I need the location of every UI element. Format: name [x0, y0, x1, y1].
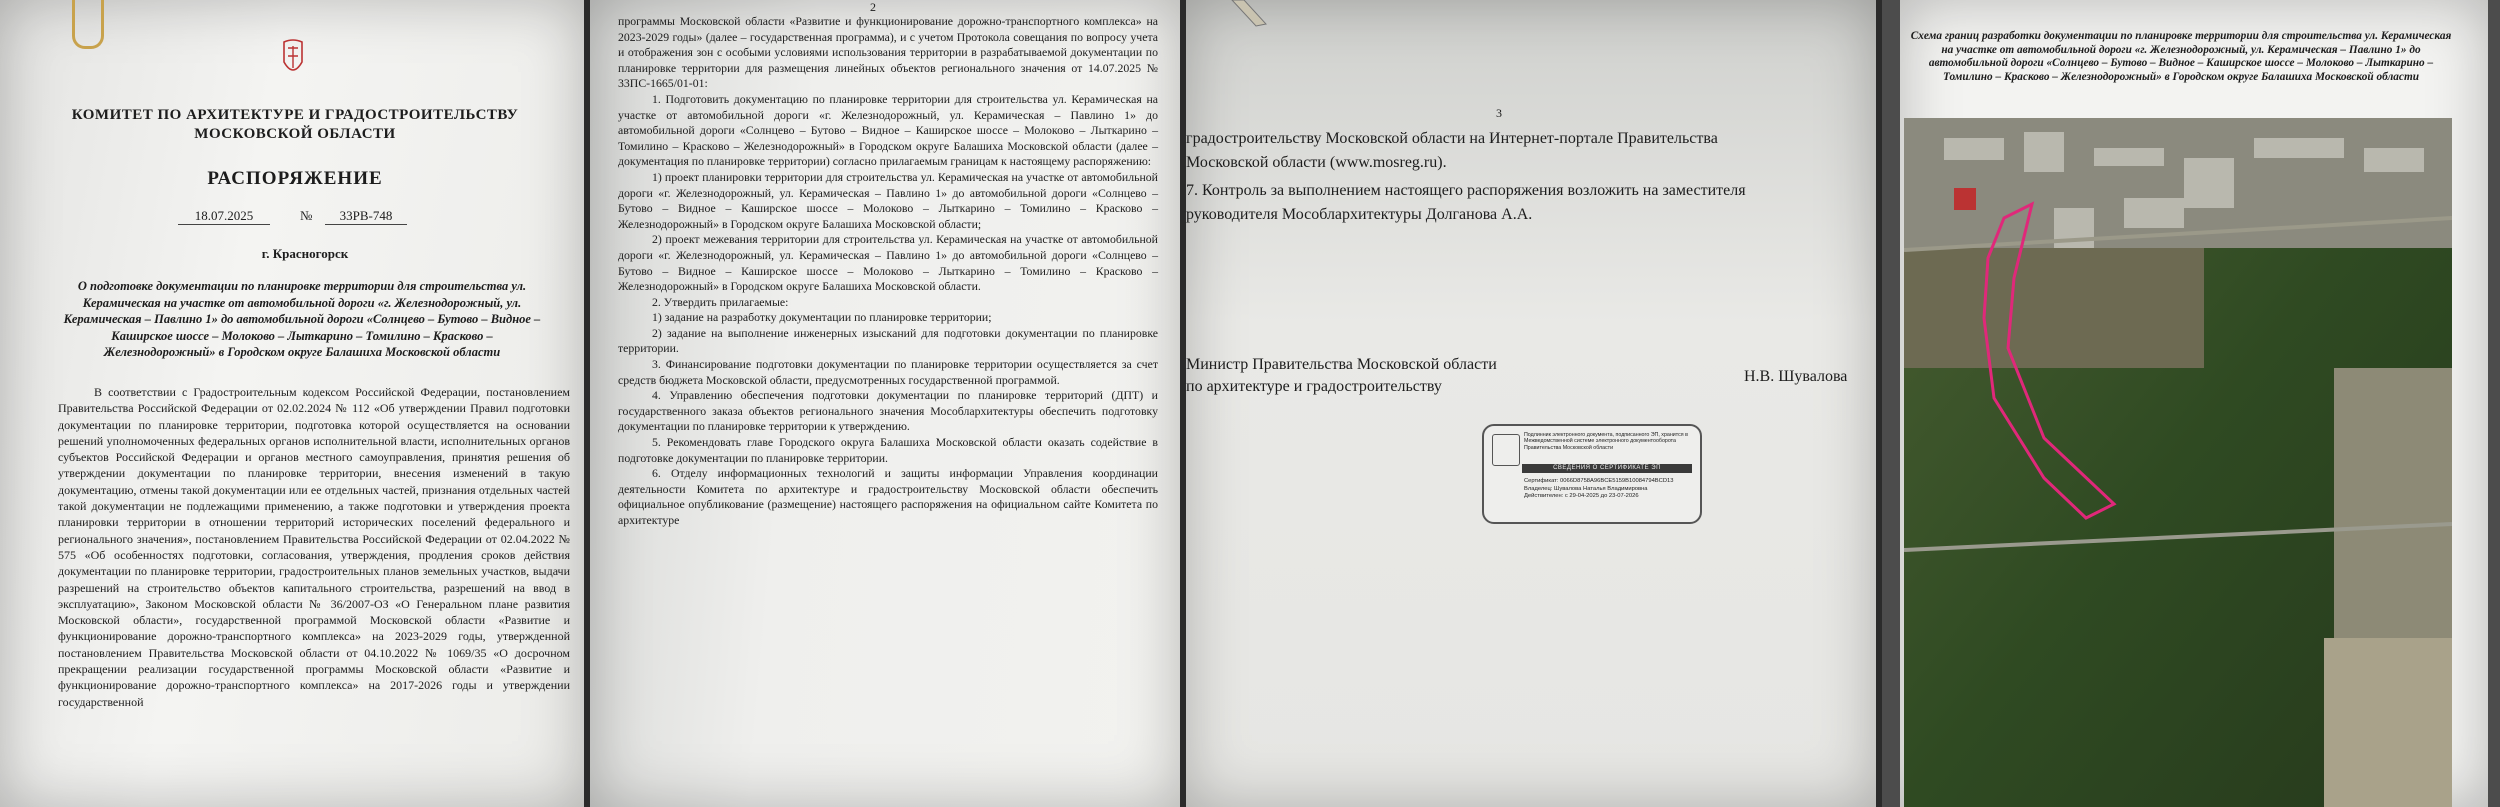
signatory-name: Н.В. Шувалова: [1744, 368, 1848, 385]
paperclip: [72, 0, 104, 49]
coat-of-arms-emblem: [278, 38, 308, 82]
page-number: 3: [1496, 106, 1502, 120]
document-page-2: [590, 0, 1180, 807]
document-page-1: [0, 0, 584, 807]
body-line: 7. Контроль за выполнением настоящего распоряжения возложить на заместителя: [1186, 182, 1746, 199]
document-page-3: [1186, 0, 1876, 807]
document-page-4: [1882, 0, 2500, 807]
body-paragraph: 2) задание на выполнение инженерных изысканий для подготовки документации по планировке территории.: [618, 325, 1158, 356]
body-paragraph: 3. Финансирование подготовки документации по планировке территории осуществляется за счет средств бюджета Московской области, предусмотренных государственной программой.: [618, 357, 1158, 387]
body-paragraph: 1. Подготовить документацию по планировке территории для строительства ул. Керамическая на участке от автомобильной дороги «г. Железнодорожный, ул. Керамическая – Павлино 1» до автомобильной дороги «Солнцево – Бутово – Видное – Каширское шоссе – Молоково – Лыткарино – Томилино – Красково – Железнодорожный» в Городском округе Балашиха Московской области (далее – документация по планировке территории) согласно прилагаемым границам к настоящему распоряжению:: [618, 91, 1158, 169]
urban-area: [1904, 118, 2452, 248]
signatory-title: [1186, 354, 1497, 398]
body-paragraph: 4. Управлению обеспечения подготовки документации по планировке территорий (ДПТ) и государственного заказа объектов регионального значения Мособлархитектуры обеспечить подготовку документации по планировке территории к утверждению.: [618, 388, 1158, 434]
document-number-sign: №: [300, 208, 313, 223]
document-type: РАСПОРЯЖЕНИЕ: [207, 168, 383, 189]
document-body: [58, 384, 570, 710]
pen-tip: [1226, 0, 1286, 30]
sand-area: [2324, 638, 2452, 807]
document-date: 18.07.2025: [178, 208, 270, 225]
scheme-title: Схема границ разработки документации по планировке территории для строительства ул. Керамическая на участке от автомобильной дороги «г. Железнодорожный, ул. Керамическая – Павлино 1» до автомобильной дороги «Солнцево – Бутово – Видное – Каширское шоссе – Молоково – Лыткарино – Томилино – Красково – Железнодорожный» в Городском округе Балашиха Московской области: [1910, 30, 2452, 83]
body-paragraph: В соответствии с Градостроительным кодексом Российской Федерации, постановлением Правительства Российской Федерации от 02.02.2024 № 112 «Об утверждении Правил подготовки документации по планировке территории, подготовка которой осуществляется на основании решений уполномоченных федеральных органов исполнительной власти, исполнительных органов субъектов Российской Федерации и органов местного самоуправления, принятия решения об утверждении документации по планировке территории, внесения изменений в такую документацию, отмены такой документации или ее отдельных частей, признания отдельных частей такой документации не подлежащими применению, а также подготовки и утверждения проекта планировки территории в отношении территорий исторических поселений федерального и регионального значения», постановлением Правительства Российской Федерации от 02.04.2022 № 575 «Об особенностях подготовки, согласования, утверждения, продления сроков действия документации по планировке территории, градостроительных планов земельных участков, выдачи разрешений на строительство объектов капитального строительства, разрешений на ввод в эксплуатацию», Законом Московской области № 36/2007-ОЗ «О Генеральном плане развития Московской области», государственной программой Московской области «Развитие и функционирование дорожно-транспортного комплекса» на 2023-2029 годы, утвержденной постановлением Правительства Московской области от 04.10.2022 № 1069/35 «О досрочном прекращении реализации государственной программы Московской области «Развитие и функционирование дорожно-транспортного комплекса» на 2017-2026 годы и утверждении государственной: [58, 385, 570, 709]
certificate-number: Сертификат: 0066D8758A96BCE5159B10084794BCD13: [1524, 478, 1674, 484]
body-line: руководителя Мособлархитектуры Долганова А.А.: [1186, 206, 1533, 223]
stamp-header: СВЕДЕНИЯ О СЕРТИФИКАТЕ ЭП: [1522, 464, 1692, 473]
stamp-note: Подлинник электронного документа, подписанного ЭП, хранится в Межведомственной системе электронного документооборота Правительства Московской области: [1524, 432, 1688, 451]
residential-area: [1904, 248, 2204, 368]
committee-name: КОМИТЕТ ПО АРХИТЕКТУРЕ И ГРАДОСТРОИТЕЛЬСТВУ МОСКОВСКОЙ ОБЛАСТИ: [71, 107, 519, 142]
body-paragraph: 5. Рекомендовать главе Городского округа Балашиха Московской области оказать содействие в подготовке документации по планировке территории.: [618, 435, 1158, 465]
page-number: 2: [870, 0, 876, 14]
signatory-title-line: по архитектуре и градостроительству: [1186, 378, 1442, 395]
satellite-map: [1904, 118, 2452, 807]
body-line: Московской области (www.mosreg.ru).: [1186, 154, 1447, 171]
signatory-title-line: Министр Правительства Московской области: [1186, 356, 1497, 373]
emblem-icon: [1492, 434, 1520, 466]
document-subject: О подготовке документации по планировке территории для строительства ул. Керамическая на участке от автомобильной дороги «г. Железнодорожный, ул. Керамическая – Павлино 1» до автомобильной дороги «Солнцево – Бутово – Видное – Каширское шоссе – Молоково – Лыткарино – Томилино – Красково – Железнодорожный» в Городском округе Балашиха Московской области: [63, 279, 541, 359]
body-line: градостроительству Московской области на Интернет-портале Правительства: [1186, 130, 1718, 147]
body-paragraph: 6. Отделу информационных технологий и защиты информации Управления координации деятельности Комитета по архитектуре и градостроительству Московской области обеспечить официальное опубликование (размещение) настоящего распоряжения на официальном сайте Комитета по архитектуре: [618, 466, 1158, 527]
construction-zone: [2334, 368, 2452, 668]
body-paragraph: 2. Утвердить прилагаемые:: [652, 294, 789, 309]
certificate-validity: Действителен: с 29-04-2025 до 23-07-2026: [1524, 493, 1639, 500]
body-paragraph: 1) задание на разработку документации по планировке территории;: [652, 310, 992, 325]
paper-sheet: [1186, 0, 1876, 807]
stamp-details: [1524, 478, 1694, 501]
body-paragraph: программы Московской области «Развитие и функционирование дорожно-транспортного комплекса» на 2023-2029 годы» (далее – государственная программа), и с учетом Протокола совещания по вопросу учета и отображения зон с особыми условиями использования территории в разрабатываемой документации по планировке территории для размещения линейных объектов регионального значения от 14.07.2025 № 33ПС-1665/01-01:: [618, 14, 1158, 91]
document-number: 33РВ-748: [325, 208, 407, 225]
body-paragraph: 1) проект планировки территории для строительства ул. Керамическая на участке от автомобильной дороги «г. Железнодорожный, ул. Керамическая – Павлино 1» до автомобильной дороги «Солнцево – Бутово – Видное – Каширское шоссе – Молоково – Лыткарино – Томилино – Красково – Железнодорожный» в Городском округе Балашиха Московской области;: [618, 169, 1158, 231]
electronic-signature-stamp: [1482, 424, 1702, 524]
document-city: г. Красногорск: [261, 246, 349, 261]
body-paragraph: 2) проект межевания территории для строительства ул. Керамическая на участке от автомобильной дороги «г. Железнодорожный, ул. Керамическая – Павлино 1» до автомобильной дороги «Солнцево – Бутово – Видное – Каширское шоссе – Молоково – Лыткарино – Томилино – Красково – Железнодорожный» в Городском округе Балашиха Московской области.: [618, 232, 1158, 294]
red-roof-building: [1954, 188, 1976, 210]
document-body: [618, 14, 1158, 529]
certificate-owner: Владелец: Шувалова Наталья Владимировна: [1524, 485, 1648, 492]
